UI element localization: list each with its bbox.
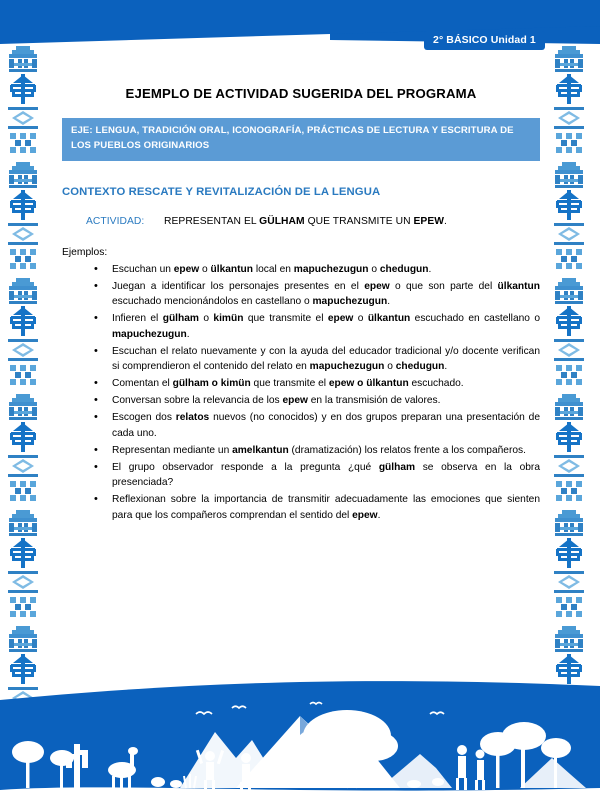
example-item: • Infieren el gülham o kimün que transmite el epew o ülkantun escuchado en castellano o mapuchezugun. <box>90 311 540 342</box>
examples-list <box>90 262 540 524</box>
example-item: • Escuchan el relato nuevamente y con la ayuda del educador tradicional y/o docente verifican si comprendieron el contenido del relato en mapuchezugun o chedugun. <box>90 344 540 375</box>
example-item: • Escuchan un epew o ülkantun local en mapuchezugun o chedugun. <box>90 262 540 278</box>
page-title: EJEMPLO DE ACTIVIDAD SUGERIDA DEL PROGRAMA <box>125 86 477 101</box>
actividad-text: REPRESENTAN EL GÜLHAM QUE TRANSMITE UN EPEW. <box>164 215 447 227</box>
example-item: • Reflexionan sobre la importancia de transmitir adecuadamente las emociones que sienten para que los compañeros comprendan el sentido del epew. <box>90 492 540 523</box>
eje-banner: EJE: LENGUA, TRADICIÓN ORAL, ICONOGRAFÍA, PRÁCTICAS DE LECTURA Y ESCRITURA DE LOS PUEBLOS ORIGINARIOS <box>62 118 540 161</box>
ejemplos-label: Ejemplos: <box>62 246 108 258</box>
actividad-label: ACTIVIDAD: <box>86 215 145 227</box>
bottom-illustration <box>0 670 600 800</box>
example-item: • Conversan sobre la relevancia de los epew en la transmisión de valores. <box>90 393 540 409</box>
example-item: • Comentan el gülham o kimün que transmite el epew o ülkantun escuchado. <box>90 376 540 392</box>
unit-badge: 2° BÁSICO Unidad 1 <box>424 31 545 50</box>
example-item: • Representan mediante un amelkantun (dramatización) los relatos frente a los compañeros. <box>90 443 540 459</box>
contexto-heading: CONTEXTO RESCATE Y REVITALIZACIÓN DE LA LENGUA <box>62 185 381 198</box>
left-decorative-border <box>6 44 48 744</box>
example-item: • Juegan a identificar los personajes presentes en el epew o que son parte del ülkantun escuchado mencionándolos en castellano o mapuchezugun. <box>90 279 540 310</box>
document-content <box>62 86 540 525</box>
example-item: • Escogen dos relatos nuevos (no conocidos) y en dos grupos preparan una presentación de cada uno. <box>90 410 540 441</box>
right-decorative-border <box>552 44 594 744</box>
example-item: • El grupo observador responde a la pregunta ¿qué gülham se observa en la obra presenciada? <box>90 460 540 491</box>
actividad-row <box>86 216 540 227</box>
